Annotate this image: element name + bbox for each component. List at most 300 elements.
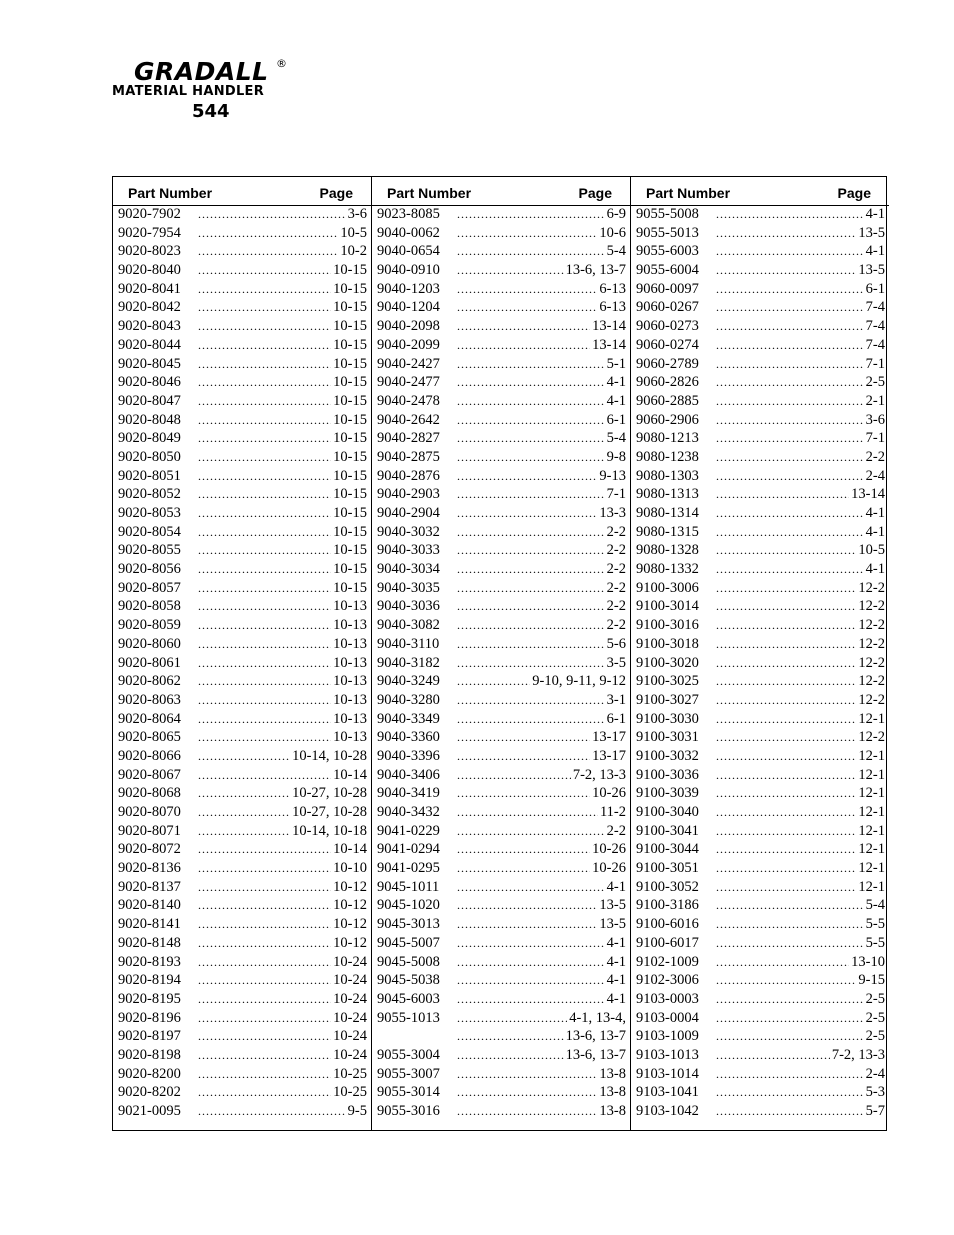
index-row	[631, 916, 889, 935]
dot-leader	[457, 769, 571, 781]
page-reference: 12-2	[858, 617, 885, 634]
index-row	[631, 318, 889, 337]
index-row	[631, 897, 889, 916]
page-reference: 5-5	[865, 916, 885, 933]
dot-leader	[198, 1086, 331, 1098]
index-row	[113, 299, 371, 318]
dot-leader	[457, 974, 605, 986]
index-row	[372, 243, 630, 262]
index-row	[372, 206, 630, 225]
index-row	[113, 281, 371, 300]
part-number: 9055-5013	[636, 224, 699, 241]
dot-leader	[716, 769, 856, 781]
index-row	[631, 785, 889, 804]
page-reference: 10-5	[340, 224, 367, 241]
part-number: 9055-3004	[377, 1046, 440, 1063]
dot-leader	[198, 619, 331, 631]
index-row	[372, 1084, 630, 1103]
page-reference: 2-2	[606, 542, 626, 559]
dot-leader	[457, 320, 590, 332]
part-number: 9055-5008	[636, 206, 699, 222]
index-row	[372, 1047, 630, 1066]
index-row	[631, 1010, 889, 1029]
index-row	[372, 916, 630, 935]
page-reference: 2-2	[606, 561, 626, 578]
index-row	[113, 748, 371, 767]
page-reference: 10-27, 10-28	[292, 785, 367, 802]
index-row	[372, 935, 630, 954]
dot-leader	[457, 563, 605, 575]
page-reference: 13-6, 13-7	[565, 1046, 626, 1063]
part-number: 9020-8047	[118, 392, 181, 409]
index-row	[631, 617, 889, 636]
dot-leader	[716, 675, 856, 687]
index-row	[372, 636, 630, 655]
dot-leader	[716, 731, 856, 743]
dot-leader	[716, 956, 849, 968]
part-number: 9040-1204	[377, 299, 440, 316]
part-number: 9020-8061	[118, 654, 181, 671]
page-reference: 4-1	[606, 972, 626, 989]
page-reference: 13-6, 13-7	[565, 262, 626, 279]
part-number-header: Part Number	[387, 185, 472, 201]
dot-leader	[198, 582, 331, 594]
page-reference: 10-25	[333, 1084, 367, 1101]
dot-leader	[198, 862, 331, 874]
part-number: 9020-8040	[118, 262, 181, 279]
page-reference: 5-3	[865, 1084, 885, 1101]
page-reference: 12-1	[858, 878, 885, 895]
dot-leader	[198, 731, 331, 743]
part-number: 9020-8052	[118, 486, 181, 503]
column-body	[372, 206, 630, 1122]
dot-leader	[198, 974, 331, 986]
index-row	[372, 299, 630, 318]
index-row	[631, 505, 889, 524]
dot-leader	[457, 1030, 564, 1042]
dot-leader	[457, 993, 605, 1005]
page-reference: 12-2	[858, 579, 885, 596]
part-number: 9100-3031	[636, 729, 699, 746]
dot-leader	[457, 638, 605, 650]
part-number: 9100-3041	[636, 822, 699, 839]
page-reference: 5-4	[865, 897, 885, 914]
part-number: 9020-8196	[118, 1009, 181, 1026]
page-reference: 3-6	[347, 206, 367, 222]
part-number: 9020-8193	[118, 953, 181, 970]
index-row	[113, 262, 371, 281]
part-number-header: Part Number	[646, 185, 731, 201]
part-number: 9040-2903	[377, 486, 440, 503]
index-row	[113, 991, 371, 1010]
dot-leader	[198, 750, 290, 762]
part-number: 9020-8141	[118, 916, 181, 933]
index-row	[113, 617, 371, 636]
dot-leader	[457, 414, 605, 426]
product-subtitle: MATERIAL HANDLER	[112, 84, 265, 99]
page-reference: 10-15	[333, 542, 367, 559]
dot-leader	[457, 376, 605, 388]
part-number: 9020-8063	[118, 691, 181, 708]
index-row	[113, 954, 371, 973]
dot-leader	[716, 713, 856, 725]
index-row	[113, 1028, 371, 1047]
part-number: 9103-1014	[636, 1065, 699, 1082]
brand-name: GRADALL	[134, 57, 269, 86]
part-number: 9020-8059	[118, 617, 181, 634]
part-number: 9103-1042	[636, 1103, 699, 1119]
page-reference: 10-13	[333, 710, 367, 727]
dot-leader	[198, 843, 331, 855]
page-reference: 6-13	[599, 299, 626, 316]
index-row	[631, 1084, 889, 1103]
dot-leader	[716, 227, 856, 239]
page-reference: 13-5	[599, 897, 626, 914]
index-row	[372, 692, 630, 711]
part-number: 9040-1203	[377, 280, 440, 297]
index-row	[113, 673, 371, 692]
dot-leader	[716, 264, 856, 276]
part-number: 9040-2098	[377, 318, 440, 335]
part-number: 9055-6003	[636, 243, 699, 260]
dot-leader	[457, 1012, 567, 1024]
index-row	[631, 412, 889, 431]
index-column-3	[630, 177, 889, 1130]
part-number: 9020-8194	[118, 972, 181, 989]
dot-leader	[198, 993, 331, 1005]
part-number: 9020-8065	[118, 729, 181, 746]
page-reference: 6-1	[865, 280, 885, 297]
dot-leader	[457, 358, 605, 370]
index-row	[372, 430, 630, 449]
part-number: 9040-0062	[377, 224, 440, 241]
part-number: 9102-1009	[636, 953, 699, 970]
page-reference: 12-1	[858, 841, 885, 858]
page-reference: 7-4	[865, 318, 885, 335]
part-number: 9020-8148	[118, 934, 181, 951]
page-reference: 10-15	[333, 280, 367, 297]
index-row	[113, 636, 371, 655]
part-number: 9020-8057	[118, 579, 181, 596]
part-number: 9020-8045	[118, 355, 181, 372]
index-row	[631, 972, 889, 991]
part-number: 9080-1313	[636, 486, 699, 503]
index-row	[631, 1028, 889, 1047]
index-row	[631, 449, 889, 468]
index-row	[631, 991, 889, 1010]
dot-leader	[198, 600, 331, 612]
index-row	[113, 729, 371, 748]
part-number: 9103-0004	[636, 1009, 699, 1026]
dot-leader	[198, 526, 331, 538]
index-row	[631, 655, 889, 674]
page-reference: 7-1	[865, 430, 885, 447]
page-reference: 10-24	[333, 953, 367, 970]
page-reference: 10-2	[340, 243, 367, 260]
part-number: 9040-3082	[377, 617, 440, 634]
page-reference: 10-14	[333, 841, 367, 858]
page-reference: 10-15	[333, 505, 367, 521]
index-row	[372, 468, 630, 487]
page-reference: 10-15	[333, 448, 367, 465]
dot-leader	[716, 1012, 864, 1024]
dot-leader	[457, 675, 530, 687]
dot-leader	[716, 339, 864, 351]
dot-leader	[198, 432, 331, 444]
part-number: 9020-8140	[118, 897, 181, 914]
part-number: 9103-1013	[636, 1046, 699, 1063]
page-reference: 12-1	[858, 822, 885, 839]
page-reference: 10-15	[333, 467, 367, 484]
index-row	[372, 225, 630, 244]
dot-leader	[198, 358, 331, 370]
page-reference: 10-13	[333, 691, 367, 708]
index-row	[372, 823, 630, 842]
part-number: 9020-8071	[118, 822, 181, 839]
index-row	[113, 804, 371, 823]
dot-leader	[457, 713, 605, 725]
part-number: 9100-3020	[636, 654, 699, 671]
dot-leader	[457, 526, 605, 538]
page-reference: 11-2	[599, 804, 626, 820]
index-row	[631, 729, 889, 748]
dot-leader	[716, 563, 864, 575]
page-reference: 10-15	[333, 355, 367, 372]
part-number: 9080-1314	[636, 505, 699, 521]
index-row	[113, 542, 371, 561]
page-reference: 12-2	[858, 635, 885, 652]
page-reference: 12-1	[858, 747, 885, 764]
part-number: 9023-8085	[377, 206, 440, 222]
dot-leader	[457, 825, 605, 837]
part-number: 9020-8202	[118, 1084, 181, 1101]
part-number: 9020-8067	[118, 766, 181, 783]
part-number: 9060-0097	[636, 280, 699, 297]
page-reference: 13-14	[592, 336, 626, 353]
index-row	[113, 767, 371, 786]
dot-leader	[716, 825, 856, 837]
index-row	[631, 804, 889, 823]
index-row	[372, 1028, 630, 1047]
part-number: 9080-1213	[636, 430, 699, 447]
page-reference: 3-1	[606, 691, 626, 708]
page-reference: 4-1, 13-4,	[569, 1009, 626, 1026]
dot-leader	[457, 432, 605, 444]
part-number: 9041-0229	[377, 822, 440, 839]
dot-leader	[716, 208, 864, 220]
index-row	[631, 262, 889, 281]
part-number: 9020-8070	[118, 804, 181, 820]
part-number: 9080-1315	[636, 523, 699, 540]
part-number: 9040-3396	[377, 747, 440, 764]
index-row	[631, 542, 889, 561]
page-reference: 4-1	[865, 523, 885, 540]
part-number: 9020-8198	[118, 1046, 181, 1063]
dot-leader	[716, 1030, 864, 1042]
dot-leader	[457, 488, 605, 500]
index-row	[113, 206, 371, 225]
dot-leader	[198, 208, 346, 220]
page-reference: 2-2	[865, 448, 885, 465]
dot-leader	[457, 395, 605, 407]
index-row	[372, 617, 630, 636]
index-row	[631, 841, 889, 860]
dot-leader	[198, 918, 331, 930]
page-reference: 4-1	[606, 878, 626, 895]
index-row	[113, 935, 371, 954]
part-number: 9040-2904	[377, 505, 440, 521]
dot-leader	[457, 208, 605, 220]
index-row	[631, 225, 889, 244]
dot-leader	[716, 1105, 864, 1117]
page-reference: 10-13	[333, 729, 367, 746]
dot-leader	[716, 638, 856, 650]
page-reference: 5-7	[865, 1103, 885, 1119]
index-row	[372, 879, 630, 898]
page-reference: 4-1	[865, 243, 885, 260]
index-row	[372, 598, 630, 617]
dot-leader	[457, 1049, 564, 1061]
index-row	[372, 804, 630, 823]
dot-leader	[198, 899, 331, 911]
index-row	[113, 393, 371, 412]
index-row	[113, 972, 371, 991]
index-row	[113, 1047, 371, 1066]
part-number: 9100-6017	[636, 934, 699, 951]
page-reference: 10-12	[333, 878, 367, 895]
page-reference: 7-1	[865, 355, 885, 372]
page-reference: 2-2	[606, 822, 626, 839]
page-reference: 10-24	[333, 1009, 367, 1026]
index-row	[631, 561, 889, 580]
index-row	[631, 692, 889, 711]
index-row	[113, 916, 371, 935]
page-reference: 3-6	[865, 411, 885, 428]
dot-leader	[716, 694, 856, 706]
dot-leader	[457, 544, 605, 556]
index-row	[113, 561, 371, 580]
dot-leader	[198, 638, 331, 650]
part-number: 9020-8046	[118, 374, 181, 391]
part-number: 9045-5038	[377, 972, 440, 989]
index-row	[113, 841, 371, 860]
part-number: 9040-2477	[377, 374, 440, 391]
part-number: 9100-3186	[636, 897, 699, 914]
dot-leader	[457, 918, 597, 930]
dot-leader	[198, 1068, 331, 1080]
dot-leader	[716, 1086, 864, 1098]
dot-leader	[198, 301, 331, 313]
part-number: 9020-8053	[118, 505, 181, 521]
dot-leader	[716, 787, 856, 799]
index-row	[113, 243, 371, 262]
index-row	[631, 954, 889, 973]
dot-leader	[198, 245, 338, 257]
dot-leader	[716, 806, 856, 818]
dot-leader	[716, 1049, 830, 1061]
part-number: 9060-0274	[636, 336, 699, 353]
dot-leader	[198, 806, 290, 818]
index-row	[631, 1047, 889, 1066]
page-reference: 2-5	[865, 1009, 885, 1026]
page-reference: 10-15	[333, 392, 367, 409]
index-row	[631, 1066, 889, 1085]
index-row	[113, 412, 371, 431]
part-number: 9080-1303	[636, 467, 699, 484]
dot-leader	[716, 507, 864, 519]
page-reference: 2-2	[606, 579, 626, 596]
dot-leader	[716, 395, 864, 407]
page-reference: 9-10, 9-11, 9-12	[532, 673, 626, 690]
dot-leader	[198, 227, 338, 239]
part-number: 9020-8072	[118, 841, 181, 858]
index-row	[113, 692, 371, 711]
part-number: 9040-0910	[377, 262, 440, 279]
page-reference: 10-15	[333, 374, 367, 391]
index-row	[372, 655, 630, 674]
part-number: 9055-3007	[377, 1065, 440, 1082]
index-row	[372, 954, 630, 973]
part-number: 9020-8066	[118, 747, 181, 764]
index-row	[372, 860, 630, 879]
page-reference: 9-8	[606, 448, 626, 465]
index-row	[113, 374, 371, 393]
dot-leader	[457, 301, 597, 313]
index-row	[113, 225, 371, 244]
part-number: 9040-2827	[377, 430, 440, 447]
index-row	[631, 767, 889, 786]
dot-leader	[198, 320, 331, 332]
part-number: 9040-3280	[377, 691, 440, 708]
index-row	[372, 972, 630, 991]
index-column-2	[371, 177, 630, 1130]
dot-leader	[716, 918, 864, 930]
dot-leader	[716, 301, 864, 313]
dot-leader	[198, 470, 331, 482]
index-row	[113, 860, 371, 879]
index-row	[113, 468, 371, 487]
index-row	[372, 1103, 630, 1122]
part-number: 9040-2099	[377, 336, 440, 353]
dot-leader	[198, 1030, 331, 1042]
dot-leader	[457, 731, 590, 743]
index-row	[372, 262, 630, 281]
index-row	[372, 356, 630, 375]
part-number: 9055-6004	[636, 262, 699, 279]
index-row	[631, 524, 889, 543]
dot-leader	[457, 750, 590, 762]
page-reference: 4-1	[606, 392, 626, 409]
dot-leader	[198, 414, 331, 426]
page-reference: 6-9	[606, 206, 626, 222]
page-reference: 2-5	[865, 374, 885, 391]
index-row	[372, 393, 630, 412]
index-row	[113, 897, 371, 916]
part-number: 9020-8195	[118, 990, 181, 1007]
part-number: 9100-3025	[636, 673, 699, 690]
part-number: 9020-8054	[118, 523, 181, 540]
page-reference: 10-24	[333, 1046, 367, 1063]
page-reference: 10-15	[333, 411, 367, 428]
page-reference: 10-13	[333, 635, 367, 652]
dot-leader	[198, 769, 331, 781]
page-reference: 9-13	[599, 467, 626, 484]
index-row	[631, 879, 889, 898]
part-number: 9060-2826	[636, 374, 699, 391]
dot-leader	[198, 825, 290, 837]
dot-leader	[198, 937, 331, 949]
dot-leader	[716, 899, 864, 911]
